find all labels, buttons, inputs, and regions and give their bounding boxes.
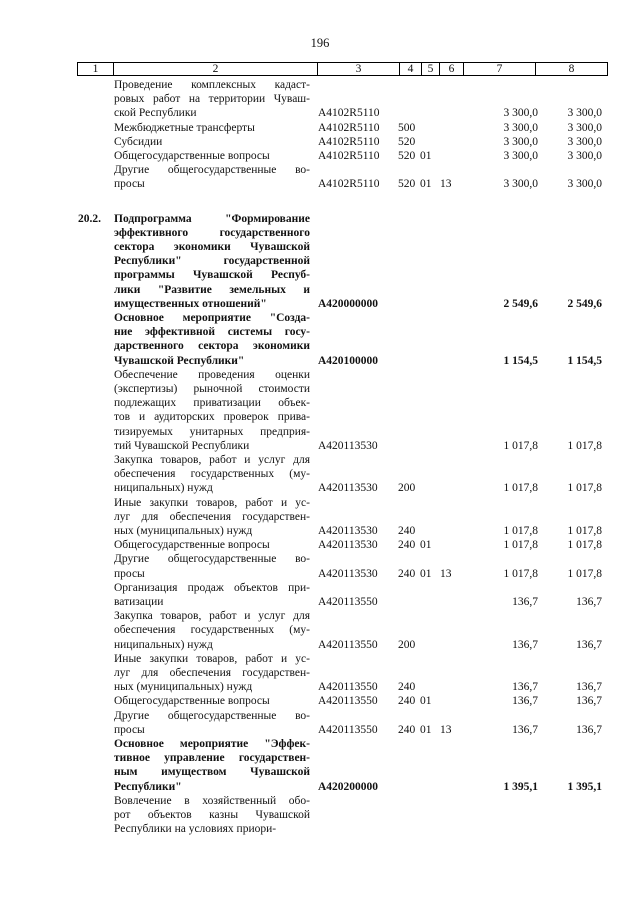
row-name-line: ных (муниципальных) нужд xyxy=(114,524,253,537)
amount-col-8: 136,7 xyxy=(576,595,602,608)
row-name-line: (экспертизы) рыночной стоимости xyxy=(114,382,310,395)
target-article-code: A420113530 xyxy=(318,524,378,537)
amount-col-7: 136,7 xyxy=(512,695,538,708)
target-article-code: A420113550 xyxy=(318,638,378,651)
row-name-line: Проведение комплексных кадаст- xyxy=(114,79,310,91)
section-code: 01 xyxy=(420,695,432,708)
target-article-code: A420113530 xyxy=(318,567,378,580)
amount-col-7: 1 017,8 xyxy=(503,539,538,552)
target-article-code: A420113550 xyxy=(318,723,378,736)
row-name xyxy=(114,149,310,163)
row-name-line: Основное мероприятие "Созда- xyxy=(114,312,310,324)
row-number: 20.2. xyxy=(78,212,101,225)
expense-type-code: 240 xyxy=(398,723,416,736)
table-row xyxy=(0,737,640,794)
section-code: 01 xyxy=(420,178,432,191)
column-header: 5 xyxy=(422,63,440,76)
target-article-code: A420100000 xyxy=(318,354,379,367)
row-name-line: Закупка товаров, работ и услуг для xyxy=(114,454,310,466)
expense-type-code: 500 xyxy=(398,121,416,134)
row-name-line: Вовлечение в хозяйственный обо- xyxy=(114,794,310,807)
amount-col-7: 1 395,1 xyxy=(503,780,538,793)
section-code: 01 xyxy=(420,723,432,736)
table-row xyxy=(0,163,640,191)
expense-type-code: 240 xyxy=(398,539,416,552)
amount-col-8: 3 300,0 xyxy=(567,150,602,162)
row-name-line: Межбюджетные трансферты xyxy=(114,121,255,134)
row-name-line: тов и аудиторских проверок прива- xyxy=(114,411,310,424)
row-name-line: ской Республики xyxy=(114,107,197,120)
amount-col-7: 2 549,6 xyxy=(503,297,538,310)
target-article-code: A420000000 xyxy=(318,297,379,310)
row-name-line: тий Чувашской Республики xyxy=(114,439,250,452)
row-name-line: Закупка товаров, работ и услуг для xyxy=(114,610,310,623)
subsection-code: 13 xyxy=(440,178,452,191)
amount-col-8: 3 300,0 xyxy=(567,178,602,191)
section-code: 01 xyxy=(420,539,432,552)
amount-col-7: 3 300,0 xyxy=(503,121,538,134)
amount-col-7: 1 154,5 xyxy=(503,354,538,367)
row-name-line: просы xyxy=(114,567,145,580)
row-name-line: обеспечения государственных (му- xyxy=(114,624,310,637)
row-name xyxy=(114,709,310,737)
amount-col-7: 3 300,0 xyxy=(503,150,538,162)
table-row xyxy=(0,368,640,453)
row-name xyxy=(114,737,310,794)
expense-type-code: 520 xyxy=(398,135,416,148)
row-name-line: дарственного сектора экономики xyxy=(114,340,310,353)
row-name-line: ниципальных) нужд xyxy=(114,482,213,495)
amount-col-8: 1 017,8 xyxy=(567,524,602,537)
row-name-line: программы Чувашской Респуб- xyxy=(114,269,310,282)
column-header: 3 xyxy=(318,63,400,76)
row-name-line: ным имуществом Чувашской xyxy=(114,766,310,779)
row-name xyxy=(114,694,310,708)
row-name-line: Республики на условиях приори- xyxy=(114,823,277,836)
row-name-line: Общегосударственные вопросы xyxy=(114,695,270,708)
expense-type-code: 200 xyxy=(398,638,416,651)
amount-col-8: 1 395,1 xyxy=(567,780,602,793)
amount-col-7: 136,7 xyxy=(512,681,538,694)
column-header: 6 xyxy=(440,63,464,76)
amount-col-7: 136,7 xyxy=(512,723,538,736)
amount-col-8: 1 017,8 xyxy=(567,567,602,580)
table-row xyxy=(0,149,640,163)
target-article-code: A4102R5110 xyxy=(318,121,380,134)
target-article-code: A4102R5110 xyxy=(318,178,380,191)
row-name xyxy=(114,538,310,552)
expense-type-code: 520 xyxy=(398,178,416,191)
column-header: 1 xyxy=(78,63,114,76)
amount-col-7: 3 300,0 xyxy=(503,178,538,191)
amount-col-8: 1 154,5 xyxy=(567,354,602,367)
row-name xyxy=(114,135,310,149)
row-name-line: Общегосударственные вопросы xyxy=(114,150,270,162)
table-row xyxy=(0,121,640,135)
row-name xyxy=(114,78,310,121)
amount-col-8: 136,7 xyxy=(576,681,602,694)
expense-type-code: 520 xyxy=(398,150,416,162)
table-row xyxy=(0,212,640,311)
row-name-line: просы xyxy=(114,178,145,191)
row-name xyxy=(114,581,310,609)
row-name xyxy=(114,121,310,135)
table-row xyxy=(0,135,640,149)
amount-col-8: 1 017,8 xyxy=(567,439,602,452)
row-name-line: тизируемых унитарных предприя- xyxy=(114,425,310,438)
section-code: 01 xyxy=(420,567,432,580)
amount-col-7: 3 300,0 xyxy=(503,135,538,148)
column-header: 7 xyxy=(464,63,536,76)
target-article-code: A420113550 xyxy=(318,681,378,694)
row-name-line: Организация продаж объектов при- xyxy=(114,581,310,594)
row-name-line: луг для обеспечения государствен- xyxy=(114,510,310,523)
row-name xyxy=(114,212,310,311)
expense-type-code: 240 xyxy=(398,681,416,694)
table-row xyxy=(0,496,640,539)
row-name-line: Республики" xyxy=(114,780,182,793)
table-row xyxy=(0,794,640,837)
amount-col-8: 3 300,0 xyxy=(567,135,602,148)
row-name-line: Республики" государственной xyxy=(114,255,310,268)
row-name-line: ние эффективной системы госу- xyxy=(114,326,310,339)
row-name xyxy=(114,794,310,837)
table-row xyxy=(0,552,640,580)
row-name-line: Основное мероприятие "Эффек- xyxy=(114,738,310,750)
row-name xyxy=(114,163,310,191)
row-name-line: просы xyxy=(114,723,145,736)
row-name-line: Другие общегосударственные во- xyxy=(114,164,310,177)
row-name-line: Обеспечение проведения оценки xyxy=(114,368,310,381)
target-article-code: A420113550 xyxy=(318,695,378,708)
table-row xyxy=(0,311,640,368)
target-article-code: A420200000 xyxy=(318,780,379,793)
amount-col-8: 136,7 xyxy=(576,638,602,651)
row-name-line: Общегосударственные вопросы xyxy=(114,539,270,552)
row-name-line: обеспечения государственных (му- xyxy=(114,468,310,481)
amount-col-8: 2 549,6 xyxy=(567,297,602,310)
row-name-line: ватизации xyxy=(114,595,164,608)
amount-col-7: 1 017,8 xyxy=(503,439,538,452)
expense-type-code: 200 xyxy=(398,482,416,495)
target-article-code: A420113530 xyxy=(318,539,378,552)
row-name-line: эффективного государственного xyxy=(114,226,310,239)
column-header: 8 xyxy=(536,63,608,76)
table-row xyxy=(0,694,640,708)
row-name xyxy=(114,368,310,453)
amount-col-7: 136,7 xyxy=(512,595,538,608)
amount-col-7: 1 017,8 xyxy=(503,524,538,537)
target-article-code: A4102R5110 xyxy=(318,107,380,120)
target-article-code: A4102R5110 xyxy=(318,135,380,148)
row-name xyxy=(114,453,310,496)
row-name-line: Другие общегосударственные во- xyxy=(114,709,310,722)
expense-type-code: 240 xyxy=(398,695,416,708)
amount-col-8: 136,7 xyxy=(576,723,602,736)
table-row xyxy=(0,652,640,695)
subsection-code: 13 xyxy=(440,723,452,736)
row-name-line: тивное управление государствен- xyxy=(114,752,310,765)
row-name-line: рот объектов казны Чувашской xyxy=(114,808,310,821)
table-row xyxy=(0,609,640,652)
amount-col-7: 1 017,8 xyxy=(503,482,538,495)
column-header-row xyxy=(77,62,608,76)
row-name-line: лики "Развитие земельных и xyxy=(114,283,310,296)
target-article-code: A420113550 xyxy=(318,595,378,608)
expense-type-code: 240 xyxy=(398,524,416,537)
column-header: 2 xyxy=(114,63,318,76)
table-row xyxy=(0,709,640,737)
row-name-line: луг для обеспечения государствен- xyxy=(114,666,310,679)
row-name xyxy=(114,496,310,539)
row-name-line: Подпрограмма "Формирование xyxy=(114,212,310,225)
row-name-line: Другие общегосударственные во- xyxy=(114,553,310,566)
row-name xyxy=(114,609,310,652)
target-article-code: A4102R5110 xyxy=(318,150,380,162)
amount-col-8: 3 300,0 xyxy=(567,107,602,120)
subsection-code: 13 xyxy=(440,567,452,580)
amount-col-7: 3 300,0 xyxy=(503,107,538,120)
amount-col-8: 3 300,0 xyxy=(567,121,602,134)
row-name-line: ниципальных) нужд xyxy=(114,638,213,651)
page-number: 196 xyxy=(310,36,330,50)
row-name-line: Иные закупки товаров, работ и ус- xyxy=(114,496,310,509)
row-name xyxy=(114,652,310,695)
amount-col-7: 136,7 xyxy=(512,638,538,651)
amount-col-8: 1 017,8 xyxy=(567,539,602,552)
table-row xyxy=(0,581,640,609)
section-code: 01 xyxy=(420,150,432,162)
table-row xyxy=(0,453,640,496)
target-article-code: A420113530 xyxy=(318,482,378,495)
row-name-line: ровых работ на территории Чуваш- xyxy=(114,93,310,106)
row-name-line: Иные закупки товаров, работ и ус- xyxy=(114,652,310,665)
column-header: 4 xyxy=(400,63,422,76)
row-name-line: Чувашской Республики" xyxy=(114,354,245,367)
amount-col-8: 136,7 xyxy=(576,695,602,708)
row-name-line: ных (муниципальных) нужд xyxy=(114,681,253,694)
row-name-line: имущественных отношений" xyxy=(114,297,267,310)
row-name-line: подлежащих приватизации объек- xyxy=(114,397,310,410)
row-name-line: сектора экономики Чувашской xyxy=(114,240,310,253)
amount-col-8: 1 017,8 xyxy=(567,482,602,495)
amount-col-7: 1 017,8 xyxy=(503,567,538,580)
row-name xyxy=(114,311,310,368)
expense-type-code: 240 xyxy=(398,567,416,580)
table-row xyxy=(0,78,640,121)
table-row xyxy=(0,538,640,552)
row-name-line: Субсидии xyxy=(114,135,163,148)
target-article-code: A420113530 xyxy=(318,439,378,452)
row-name xyxy=(114,552,310,580)
